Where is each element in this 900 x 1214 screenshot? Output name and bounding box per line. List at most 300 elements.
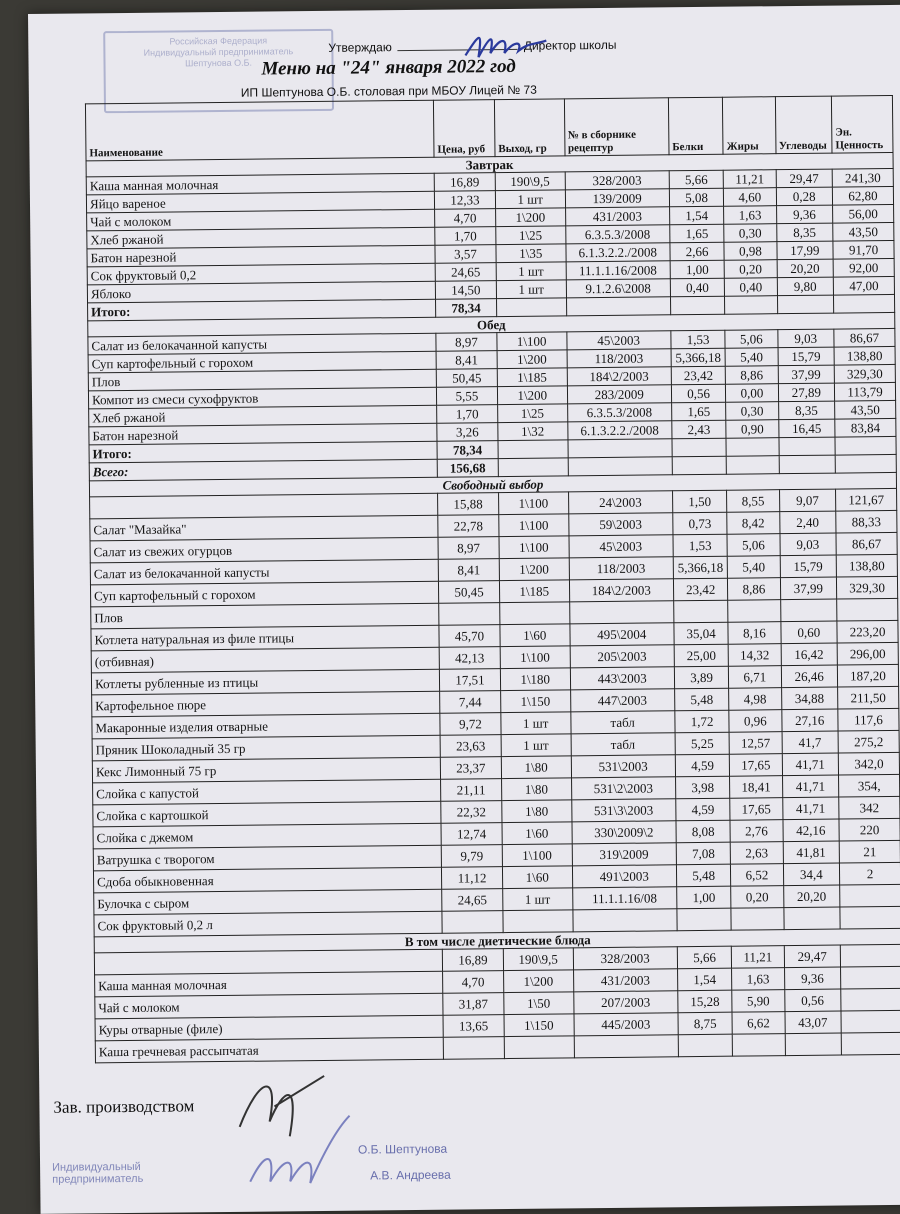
col-recipe: № в сборнике рецептур: [564, 98, 669, 156]
cell-price: 16,89: [442, 949, 503, 972]
cell-p: 1,65: [672, 402, 727, 421]
cell-p: [677, 908, 732, 931]
empty-cell: [568, 439, 673, 458]
cell-name: Суп картофельный с горохом: [88, 351, 436, 373]
entrepreneur-stamp: [52, 1161, 143, 1186]
cell-c: 37,99: [778, 365, 835, 384]
cell-rec: 328/2003: [565, 171, 670, 190]
cell-e: [840, 884, 900, 907]
stamp-line-1: Индивидуальный: [52, 1160, 141, 1174]
cell-e: [841, 966, 900, 989]
cell-name: Чай с молоком: [95, 993, 443, 1019]
cell-f: 17,65: [730, 798, 782, 821]
cell-c: 17,99: [776, 241, 833, 260]
cell-out: 1\150: [501, 690, 571, 713]
cell-name: Пряник Шоколадный 35 гр: [92, 735, 440, 761]
cell-e: 21: [839, 840, 900, 863]
cell-rec: 443\2003: [570, 667, 675, 690]
cell-rec: 205\2003: [570, 645, 675, 668]
cell-out: 1\200: [503, 970, 573, 993]
cell-out: 1\32: [498, 422, 568, 441]
cell-e: 138,80: [834, 346, 895, 365]
cell-name: Салат "Мазайка": [90, 515, 438, 541]
cell-c: 8,35: [778, 401, 835, 420]
cell-price: 8,41: [436, 351, 497, 370]
cell-e: 91,70: [833, 240, 894, 259]
cell-rec: 139/2009: [565, 189, 670, 208]
cell-rec: 319\2009: [572, 843, 677, 866]
cell-out: 1\100: [502, 844, 572, 867]
cell-e: 187,20: [837, 664, 898, 687]
cell-out: 1\50: [504, 992, 574, 1015]
cell-p: 5,366,18: [673, 556, 728, 579]
cell-f: 8,42: [727, 512, 779, 535]
cell-price: 8,41: [438, 559, 499, 582]
cell-price: 21,11: [441, 779, 502, 802]
cell-out: 1\100: [498, 492, 568, 515]
cell-p: 1,00: [670, 260, 725, 279]
director-label: Директор школы: [523, 37, 617, 53]
cell-c: 29,47: [784, 945, 841, 968]
cell-c: 2,40: [779, 511, 836, 534]
cell-e: 329,30: [836, 576, 897, 599]
total-value: 78,34: [436, 299, 497, 318]
cell-f: 4,60: [724, 188, 776, 207]
cell-f: 5,40: [728, 556, 780, 579]
cell-rec: 328/2003: [573, 947, 678, 970]
cell-p: 1,54: [677, 968, 732, 991]
cell-price: 9,79: [441, 845, 502, 868]
cell-c: 26,46: [781, 665, 838, 688]
col-name: Наименование: [85, 100, 434, 161]
empty-cell: [498, 458, 568, 477]
cell-out: 1\80: [501, 756, 571, 779]
cell-p: 5,48: [675, 688, 730, 711]
cell-out: 1\185: [497, 368, 567, 387]
cell-out: 1 шт: [496, 280, 566, 299]
cell-f: 14,32: [728, 644, 780, 667]
cell-rec: 6.3.5.3/2008: [567, 403, 672, 422]
cell-price: 8,97: [438, 537, 499, 560]
cell-rec: [572, 909, 677, 932]
cell-p: 23,42: [673, 578, 728, 601]
cell-out: 1\25: [496, 226, 566, 245]
cell-name: Сок фруктовый 0,2: [87, 263, 435, 285]
cell-price: [443, 1037, 504, 1060]
cell-out: [503, 910, 573, 933]
cell-c: [785, 1033, 842, 1056]
cell-rec: 445/2003: [574, 1013, 679, 1036]
cell-price: 14,50: [435, 281, 496, 300]
cell-name: Котлета натуральная из филе птицы: [91, 625, 439, 651]
cell-price: 4,70: [435, 209, 496, 228]
cell-p: [674, 600, 729, 623]
cell-p: 7,08: [676, 842, 731, 865]
cell-f: 2,76: [730, 820, 782, 843]
cell-name: Сдоба обыкновенная: [93, 867, 441, 893]
stamp-line-2: предприниматель: [52, 1172, 144, 1186]
cell-e: 121,67: [836, 488, 897, 511]
cell-name: Ватрушка с творогом: [93, 845, 441, 871]
cell-e: 275,2: [838, 730, 899, 753]
cell-rec: 495\2004: [569, 623, 674, 646]
cell-rec: 491\2003: [572, 865, 677, 888]
cell-c: 41,7: [782, 731, 839, 754]
cell-out: 1\100: [499, 536, 569, 559]
cell-price: 13,65: [443, 1015, 504, 1038]
cell-c: 20,20: [777, 259, 834, 278]
cell-c: 15,79: [780, 555, 837, 578]
cell-p: 23,42: [671, 366, 726, 385]
cell-price: 22,78: [438, 515, 499, 538]
blue-signature: [240, 1111, 361, 1202]
cell-rec: 283/2009: [567, 385, 672, 404]
cell-e: 2: [839, 862, 900, 885]
cell-f: 5,06: [727, 534, 779, 557]
cell-p: 2,43: [672, 420, 727, 439]
cell-e: 138,80: [836, 554, 897, 577]
cell-price: 22,32: [441, 801, 502, 824]
cell-c: 8,35: [776, 223, 833, 242]
page-subtitle: ИП Шептунова О.Б. столовая при МБОУ Лицей № 73: [240, 82, 537, 100]
cell-rec: 447\2003: [570, 689, 675, 712]
empty-cell: [726, 438, 778, 457]
cell-c: 37,99: [780, 577, 837, 600]
cell-c: 0,28: [776, 187, 833, 206]
cell-f: 5,06: [725, 330, 777, 349]
cell-e: [837, 598, 898, 621]
cell-p: 0,40: [670, 278, 725, 297]
cell-price: 15,88: [438, 493, 499, 516]
cell-f: 5,40: [725, 348, 777, 367]
col-protein: Белки: [668, 97, 723, 155]
cell-e: 88,33: [836, 510, 897, 533]
cell-p: 5,66: [669, 170, 724, 189]
cell-f: 8,16: [728, 622, 780, 645]
cell-price: 17,51: [439, 669, 500, 692]
cell-e: [840, 944, 900, 967]
cell-e: 117,6: [838, 708, 899, 731]
cell-e: 241,30: [832, 168, 893, 187]
cell-name: Слойка с джемом: [93, 823, 441, 849]
cell-price: 23,37: [440, 757, 501, 780]
cell-p: 3,98: [675, 776, 730, 799]
cell-out: 1\35: [496, 244, 566, 263]
cell-p: 1,50: [672, 490, 727, 513]
cell-e: 86,67: [834, 328, 895, 347]
cell-rec: 59\2003: [568, 513, 673, 536]
cell-f: 0,98: [724, 242, 776, 261]
cell-out: 1\60: [502, 866, 572, 889]
cell-e: 220: [839, 818, 900, 841]
cell-name: Батон нарезной: [87, 245, 435, 267]
cell-price: 3,57: [435, 245, 496, 264]
cell-p: 5,366,18: [671, 348, 726, 367]
cell-c: 41,71: [782, 797, 839, 820]
cell-out: 1\60: [502, 822, 572, 845]
cell-name: Каша манная молочная: [86, 173, 434, 195]
cell-c: 9,07: [779, 489, 836, 512]
cell-price: 9,72: [440, 713, 501, 736]
cell-name: Макаронные изделия отварные: [92, 713, 440, 739]
empty-cell: [498, 440, 568, 459]
cell-rec: 6.1.3.2.2./2008: [565, 243, 670, 262]
cell-c: 9,03: [779, 533, 836, 556]
cell-rec: 6.3.5.3/2008: [565, 225, 670, 244]
cell-p: 0,56: [671, 384, 726, 403]
cell-f: 0,90: [726, 420, 778, 439]
cell-rec: 207/2003: [573, 991, 678, 1014]
cell-f: 11,21: [723, 170, 775, 189]
cell-price: 1,70: [435, 227, 496, 246]
cell-e: [840, 906, 900, 929]
cell-name: Сок фруктовый 0,2 л: [94, 911, 442, 937]
cell-e: 43,50: [835, 400, 896, 419]
cell-f: [733, 1034, 785, 1057]
empty-cell: [670, 296, 725, 315]
cell-out: [500, 602, 570, 625]
cell-e: [841, 1010, 900, 1033]
cell-rec: 531\2003: [571, 755, 676, 778]
cell-f: 1,63: [732, 968, 784, 991]
cell-price: 45,70: [439, 625, 500, 648]
cell-out: 1\180: [500, 668, 570, 691]
cell-f: 0,00: [726, 384, 778, 403]
cell-rec: 531\3\2003: [571, 799, 676, 822]
cell-name: Плов: [88, 369, 436, 391]
empty-cell: [778, 437, 835, 456]
cell-price: 7,44: [440, 691, 501, 714]
cell-rec: 184\2/2003: [567, 367, 672, 386]
cell-name: Картофельное пюре: [92, 691, 440, 717]
cell-out: 1\185: [499, 580, 569, 603]
cell-price: 12,74: [441, 823, 502, 846]
cell-rec: 45\2003: [569, 535, 674, 558]
cell-rec: 118/2003: [569, 557, 674, 580]
cell-out: 1\200: [495, 208, 565, 227]
cell-out: 1\150: [504, 1014, 574, 1037]
cell-name: Салат из свежих огурцов: [90, 537, 438, 563]
cell-rec: 330\2009\2: [572, 821, 677, 844]
cell-p: 1,72: [675, 710, 730, 733]
cell-out: 1\25: [498, 404, 568, 423]
cell-rec: 184\2/2003: [569, 579, 674, 602]
empty-cell: [834, 294, 895, 313]
cell-f: 17,65: [730, 754, 782, 777]
cell-e: 56,00: [833, 204, 894, 223]
empty-cell: [835, 436, 896, 455]
cell-rec: табл: [571, 733, 676, 756]
cell-price: 16,89: [434, 173, 495, 192]
cell-name: Слойка с картошкой: [93, 801, 441, 827]
cell-price: 11,12: [441, 867, 502, 890]
cell-name: Чай с молоком: [87, 209, 435, 231]
cell-c: 41,71: [782, 775, 839, 798]
cell-rec: 431/2003: [565, 207, 670, 226]
cell-c: 9,80: [777, 277, 834, 296]
cell-out: 1\100: [497, 332, 567, 351]
cell-out: 1 шт: [503, 888, 573, 911]
cell-c: 16,45: [778, 419, 835, 438]
cell-f: 18,41: [730, 776, 782, 799]
cell-price: 31,87: [443, 993, 504, 1016]
cell-p: 1,53: [673, 534, 728, 557]
cell-p: 5,08: [669, 188, 724, 207]
cell-f: 0,40: [725, 278, 777, 297]
cell-name: Компот из смеси сухофруктов: [88, 387, 436, 409]
cell-out: 1\200: [497, 386, 567, 405]
cell-e: 211,50: [838, 686, 899, 709]
cell-price: [439, 603, 500, 626]
cell-out: 1 шт: [495, 190, 565, 209]
cell-name: (отбивная): [91, 647, 439, 673]
cell-out: 1 шт: [501, 734, 571, 757]
empty-cell: [777, 295, 834, 314]
empty-cell: [568, 457, 673, 476]
cell-e: 329,30: [834, 364, 895, 383]
menu-table: [85, 95, 900, 1063]
cell-p: 3,89: [674, 666, 729, 689]
cell-name: Суп картофельный с горохом: [90, 581, 438, 607]
cell-e: [841, 988, 900, 1011]
section-title: Завтрак: [86, 152, 893, 176]
cell-out: 1\100: [500, 646, 570, 669]
cell-rec: 531\2\2003: [571, 777, 676, 800]
cell-p: 1,53: [671, 330, 726, 349]
cell-name: Кекс Лимонный 75 гр: [92, 757, 440, 783]
cell-f: 6,62: [732, 1012, 784, 1035]
cell-name: Каша гречневая рассыпчатая: [95, 1037, 443, 1063]
cell-p: 2,66: [670, 242, 725, 261]
cell-out: 1\80: [501, 778, 571, 801]
empty-cell: [672, 456, 727, 475]
cell-p: 8,08: [676, 820, 731, 843]
cell-c: 0,60: [780, 621, 837, 644]
cell-c: 9,36: [784, 967, 841, 990]
cell-price: 1,70: [437, 405, 498, 424]
cell-price: 12,33: [434, 191, 495, 210]
cell-p: 8,75: [678, 1012, 733, 1035]
total-label: Итого:: [89, 441, 437, 463]
col-output: Выход, гр: [494, 99, 564, 157]
cell-rec: табл: [570, 711, 675, 734]
production-head-label: Зав. производством: [53, 1096, 195, 1117]
cell-price: [442, 911, 503, 934]
cell-f: 1,63: [724, 206, 776, 225]
approve-label: Утверждаю: [328, 40, 392, 55]
signer-2: А.В. Андреева: [370, 1167, 451, 1183]
cell-c: 41,71: [782, 753, 839, 776]
cell-p: 4,59: [676, 798, 731, 821]
cell-f: 4,98: [729, 688, 781, 711]
cell-c: 15,79: [778, 347, 835, 366]
cell-name: Плов: [91, 603, 439, 629]
cell-price: 23,63: [440, 735, 501, 758]
cell-price: 24,65: [435, 263, 496, 282]
cell-e: 86,67: [836, 532, 897, 555]
empty-cell: [672, 438, 727, 457]
cell-p: 5,48: [676, 864, 731, 887]
cell-f: 0,20: [724, 260, 776, 279]
empty-cell: [725, 296, 777, 315]
total-label: Итого:: [88, 299, 436, 321]
empty-cell: [566, 297, 671, 316]
cell-f: 0,20: [731, 886, 783, 909]
total-value: 78,34: [437, 441, 498, 460]
cell-price: 42,13: [439, 647, 500, 670]
section-title: Обед: [88, 312, 895, 336]
cell-e: [841, 1032, 900, 1055]
cell-e: 113,79: [834, 382, 895, 401]
cell-e: 47,00: [833, 276, 894, 295]
empty-cell: [835, 454, 896, 473]
cell-price: 24,65: [442, 889, 503, 912]
cell-p: 5,25: [675, 732, 730, 755]
menu-sheet: [28, 5, 900, 1214]
cell-c: [780, 599, 837, 622]
cell-price: 8,97: [436, 333, 497, 352]
empty-cell: [779, 455, 836, 474]
cell-name: Яйцо вареное: [86, 191, 434, 213]
cell-f: 8,86: [728, 578, 780, 601]
cell-e: 354,: [839, 774, 900, 797]
cell-rec: 431/2003: [573, 969, 678, 992]
empty-cell: [496, 298, 566, 317]
cell-out: 190\9,5: [503, 948, 573, 971]
cell-c: 43,07: [784, 1011, 841, 1034]
cell-name: Салат из белокачанной капусты: [88, 333, 436, 355]
cell-f: [731, 908, 783, 931]
empty-cell: [726, 456, 778, 475]
cell-c: 9,36: [776, 205, 833, 224]
cell-f: 0,96: [729, 710, 781, 733]
cell-f: 11,21: [732, 946, 784, 969]
cell-rec: 24\2003: [568, 491, 673, 514]
cell-p: 1,00: [677, 886, 732, 909]
cell-price: 50,45: [436, 369, 497, 388]
cell-c: 29,47: [776, 169, 833, 188]
cell-e: 62,80: [832, 186, 893, 205]
col-energy: Эн. Ценность: [831, 95, 893, 153]
cell-rec: [574, 1035, 679, 1058]
cell-price: 5,55: [436, 387, 497, 406]
cell-out: 1 шт: [501, 712, 571, 735]
cell-name: Батон нарезной: [89, 423, 437, 445]
approval-stamp: Российская Федерация Индивидуальный предприниматель Шептунова О.Б.: [103, 29, 334, 113]
col-price: Цена, руб: [433, 100, 494, 158]
section-title: В том числе диетические блюда: [94, 928, 900, 952]
cell-f: 0,30: [724, 224, 776, 243]
cell-p: 5,66: [677, 946, 732, 969]
cell-c: 27,89: [778, 383, 835, 402]
cell-p: 15,28: [678, 990, 733, 1013]
cell-c: 27,16: [781, 709, 838, 732]
cell-name: Куры отварные (филе): [95, 1015, 443, 1041]
cell-rec: 45\2003: [566, 331, 671, 350]
cell-c: 41,81: [783, 841, 840, 864]
cell-name: Котлеты рубленные из птицы: [91, 669, 439, 695]
cell-e: 92,00: [833, 258, 894, 277]
cell-rec: [569, 601, 674, 624]
cell-name: Каша манная молочная: [95, 971, 443, 997]
cell-rec: 118/2003: [567, 349, 672, 368]
cell-p: 25,00: [674, 644, 729, 667]
cell-f: 5,90: [732, 990, 784, 1013]
cell-c: 42,16: [782, 819, 839, 842]
cell-rec: 11.1.1.16/2008: [566, 261, 671, 280]
cell-e: 296,00: [837, 642, 898, 665]
col-carbs: Углеводы: [775, 96, 832, 154]
